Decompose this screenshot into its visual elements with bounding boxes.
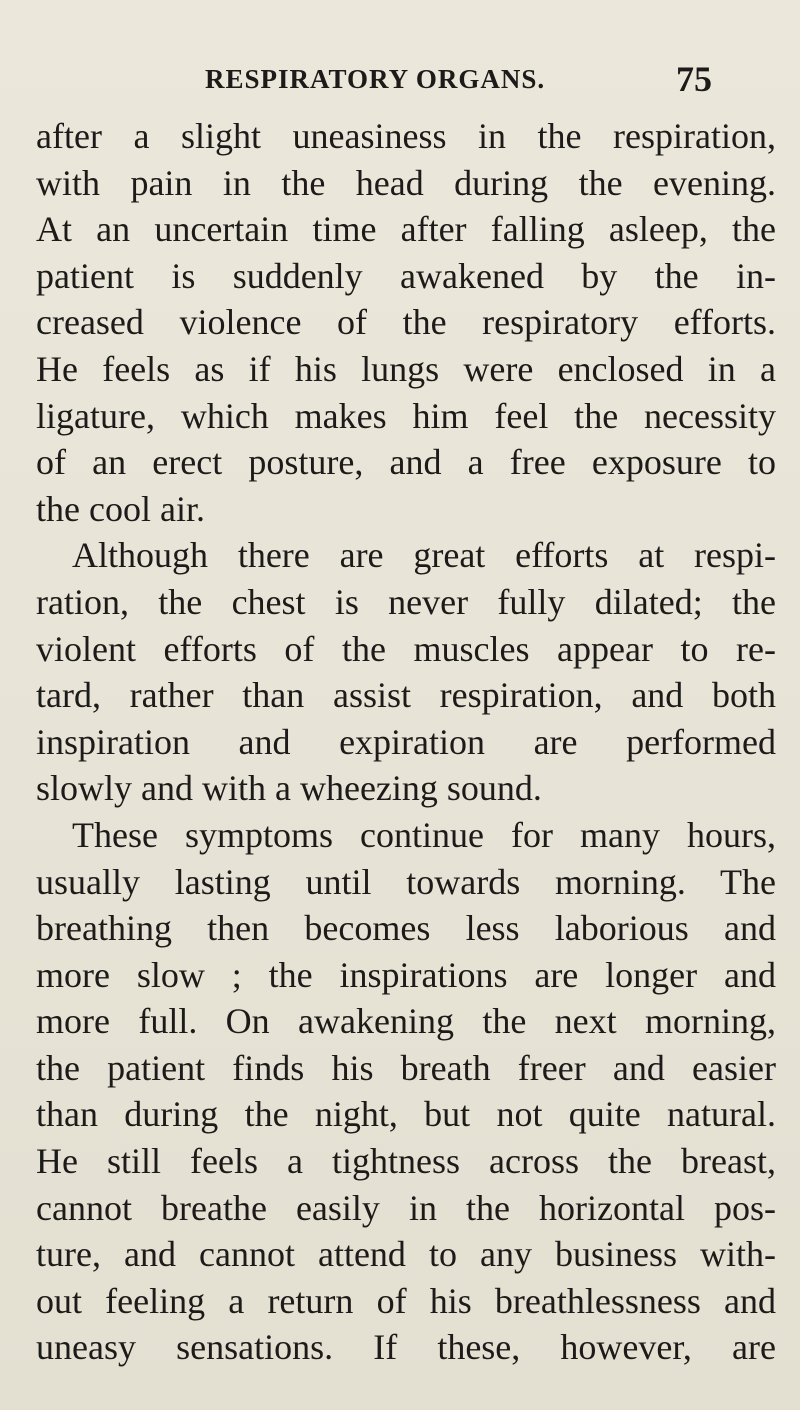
text-line: usually lasting until towards morning. The bbox=[36, 861, 776, 902]
text-line: creased violence of the respiratory efforts. bbox=[36, 302, 776, 343]
text-line: These symptoms continue for many hours, bbox=[72, 814, 776, 855]
text-line: ligature, which makes him feel the necessity bbox=[36, 395, 776, 436]
running-head bbox=[0, 58, 800, 108]
text-line: the cool air. bbox=[36, 488, 205, 529]
text-line: slowly and with a wheezing sound. bbox=[36, 768, 542, 809]
text-line: after a slight uneasiness in the respiration, bbox=[36, 116, 776, 156]
text-line: than during the night, but not quite natural. bbox=[36, 1094, 776, 1135]
text-line: inspiration and expiration are performed bbox=[36, 721, 776, 762]
text-line: ration, the chest is never fully dilated; the bbox=[36, 581, 776, 622]
text-line: more slow ; the inspirations are longer and bbox=[36, 954, 776, 995]
text-line: cannot breathe easily in the horizontal pos- bbox=[36, 1187, 776, 1228]
running-title: RESPIRATORY ORGANS. bbox=[205, 64, 546, 94]
text-line: more full. On awakening the next morning, bbox=[36, 1001, 776, 1042]
text-line: At an uncertain time after falling asleep, the bbox=[36, 209, 776, 250]
text-line: breathing then becomes less laborious and bbox=[36, 908, 776, 949]
text-line: He still feels a tightness across the breast, bbox=[36, 1141, 776, 1182]
text-line: violent efforts of the muscles appear to re- bbox=[36, 628, 776, 669]
text-line: tard, rather than assist respiration, and both bbox=[36, 675, 776, 716]
text-line: with pain in the head during the evening. bbox=[36, 162, 776, 203]
text-line: the patient finds his breath freer and easier bbox=[36, 1047, 776, 1088]
text-line: Although there are great efforts at respi- bbox=[72, 535, 776, 576]
text-line: ture, and cannot attend to any business with- bbox=[36, 1234, 776, 1275]
text-line: of an erect posture, and a free exposure to bbox=[36, 442, 776, 483]
text-line: He feels as if his lungs were enclosed in a bbox=[36, 348, 776, 389]
body-text bbox=[36, 113, 776, 1371]
text-line: patient is suddenly awakened by the in- bbox=[36, 255, 776, 296]
page-number: 75 bbox=[676, 59, 712, 99]
text-line: out feeling a return of his breathlessness and bbox=[36, 1280, 776, 1321]
text-line: uneasy sensations. If these, however, are bbox=[36, 1327, 776, 1368]
